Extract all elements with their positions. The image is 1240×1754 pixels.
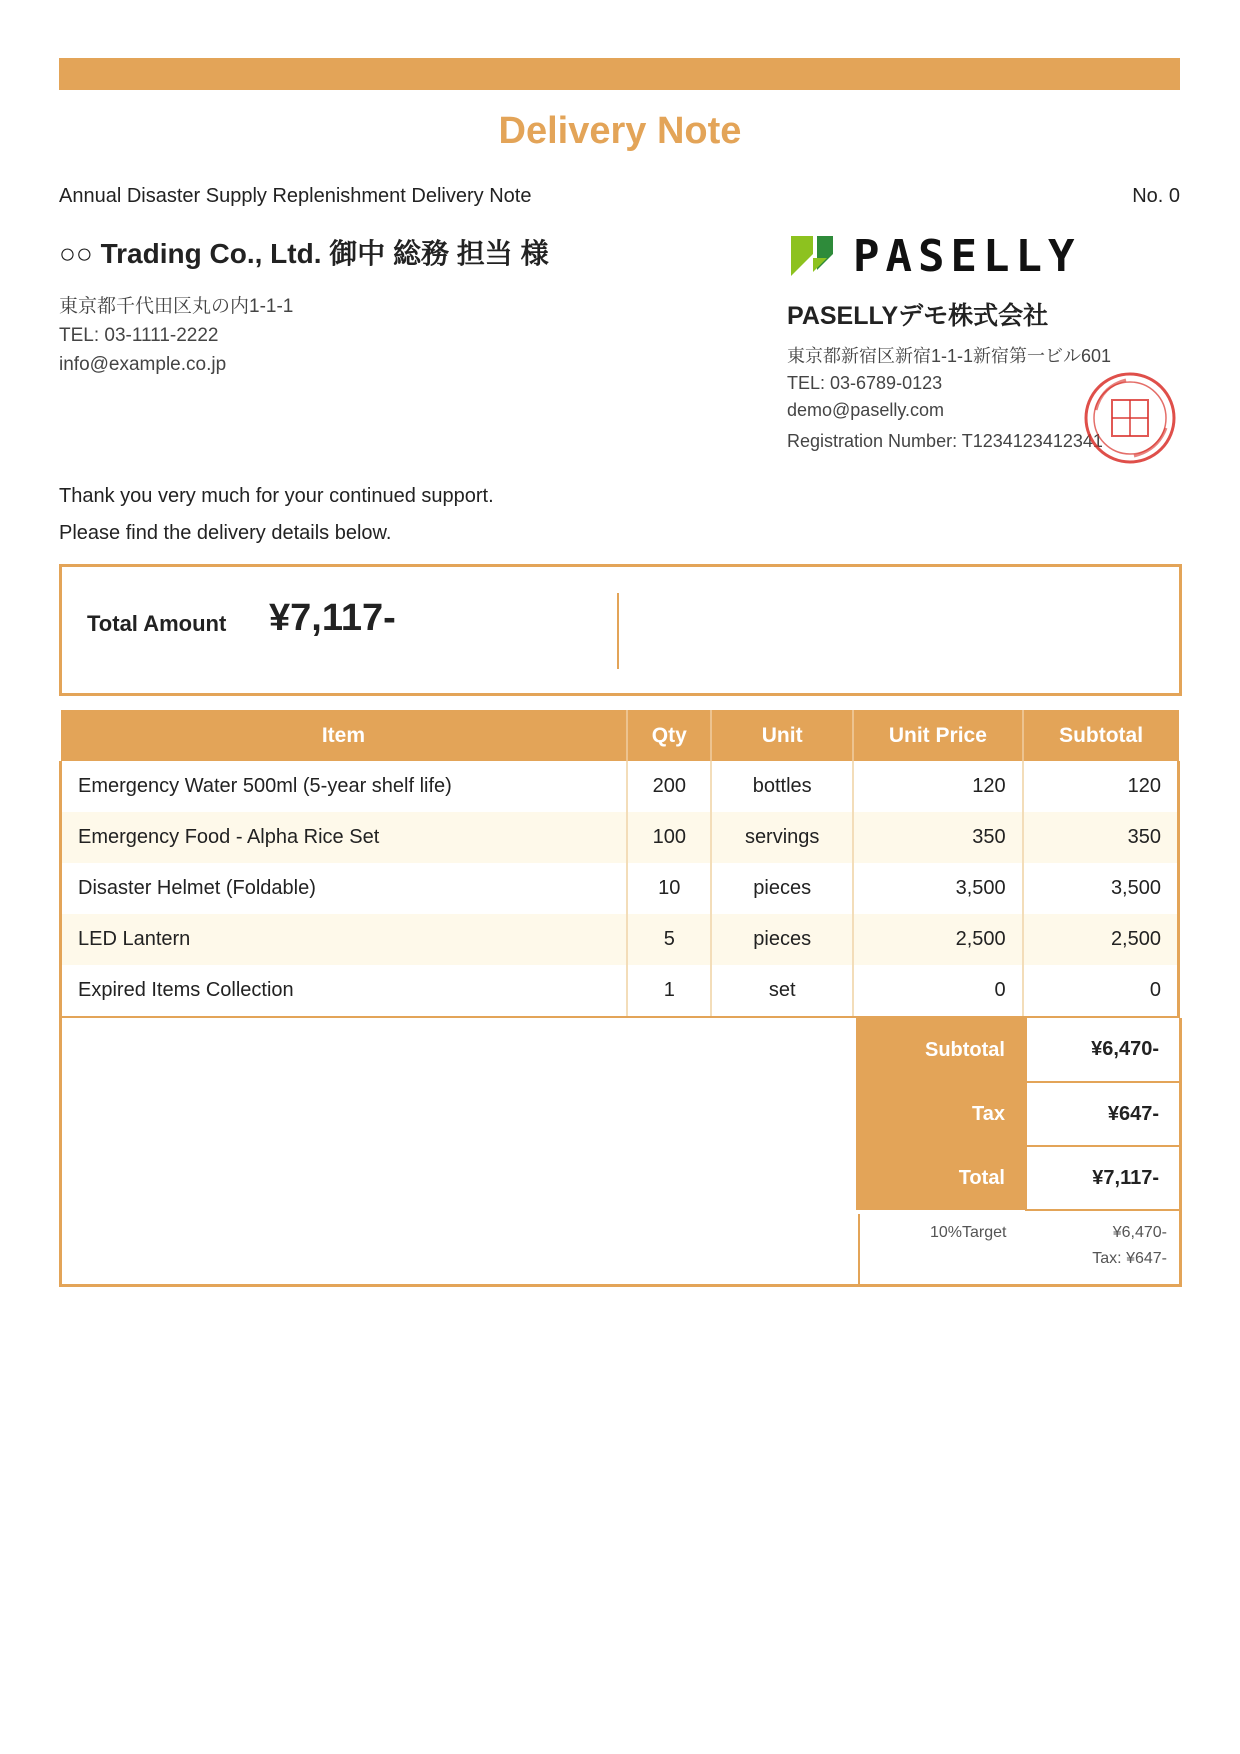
tax-breakdown xyxy=(858,1214,1181,1284)
summary-subtotal-row xyxy=(856,1018,1179,1082)
cell-unit: servings xyxy=(711,812,853,863)
greeting-line-2: Please find the delivery details below. xyxy=(59,522,392,544)
tax-amount: Tax: ¥647- xyxy=(1092,1250,1167,1267)
cell-unit-price: 3,500 xyxy=(853,863,1023,914)
table-header-row xyxy=(61,710,1179,761)
summary-total-label: Total xyxy=(856,1146,1026,1210)
recipient-tel: TEL: 03-1111-2222 xyxy=(59,325,219,346)
sender-company: PASELLYデモ株式会社 xyxy=(787,302,1049,330)
cell-qty: 1 xyxy=(627,965,711,1017)
table-row xyxy=(61,965,1179,1017)
greeting xyxy=(59,478,494,552)
sender-info xyxy=(787,343,1111,424)
sender-email: demo@paselly.com xyxy=(787,400,944,420)
cell-item: Emergency Food - Alpha Rice Set xyxy=(61,812,628,863)
company-logo xyxy=(787,230,1080,282)
cell-unit-price: 0 xyxy=(853,965,1023,1017)
cell-unit-price: 350 xyxy=(853,812,1023,863)
cell-subtotal: 3,500 xyxy=(1023,863,1179,914)
cell-qty: 5 xyxy=(627,914,711,965)
cell-item: Emergency Water 500ml (5-year shelf life) xyxy=(61,761,628,812)
page-title: Delivery Note xyxy=(498,110,742,152)
table-row xyxy=(61,863,1179,914)
summary-tax-row xyxy=(856,1082,1179,1146)
cell-unit: pieces xyxy=(711,863,853,914)
sender-tel: TEL: 03-6789-0123 xyxy=(787,373,943,393)
cell-item: Expired Items Collection xyxy=(61,965,628,1017)
cell-item: Disaster Helmet (Foldable) xyxy=(61,863,628,914)
cell-subtotal: 350 xyxy=(1023,812,1179,863)
table-row xyxy=(61,761,1179,812)
summary-tax-label: Tax xyxy=(856,1082,1026,1146)
header-subtotal: Subtotal xyxy=(1023,710,1179,761)
cell-subtotal: 120 xyxy=(1023,761,1179,812)
recipient-info xyxy=(59,292,293,379)
total-amount-label: Total Amount xyxy=(87,611,227,636)
summary-subtotal-label: Subtotal xyxy=(856,1018,1026,1082)
summary-total-value: ¥7,117- xyxy=(1026,1146,1179,1210)
cell-unit-price: 120 xyxy=(853,761,1023,812)
tax-target-value: ¥6,470- xyxy=(1112,1224,1167,1241)
cell-unit: pieces xyxy=(711,914,853,965)
header-item: Item xyxy=(61,710,628,761)
greeting-line-1: Thank you very much for your continued support. xyxy=(59,485,494,507)
total-box-divider xyxy=(617,593,619,669)
recipient-name: ○○ Trading Co., Ltd. 御中 総務 担当 様 xyxy=(59,238,549,269)
table-row xyxy=(61,812,1179,863)
items-table xyxy=(59,710,1180,1018)
header-qty: Qty xyxy=(627,710,711,761)
cell-unit: bottles xyxy=(711,761,853,812)
total-amount-box xyxy=(59,564,1182,696)
cell-subtotal: 2,500 xyxy=(1023,914,1179,965)
recipient-email: info@example.co.jp xyxy=(59,354,227,375)
cell-qty: 200 xyxy=(627,761,711,812)
document-subject: Annual Disaster Supply Replenishment Delivery Note xyxy=(59,185,532,207)
cell-item: LED Lantern xyxy=(61,914,628,965)
summary-total-row xyxy=(856,1146,1179,1210)
cell-qty: 100 xyxy=(627,812,711,863)
registration-number: Registration Number: T1234123412341 xyxy=(787,431,1103,451)
summary-table xyxy=(856,1018,1179,1211)
tax-target-label: 10%Target xyxy=(930,1224,1007,1241)
logo-wordmark: PASELLY xyxy=(853,230,1081,282)
summary-tax-value: ¥647- xyxy=(1026,1082,1179,1146)
paselly-logo-icon xyxy=(787,230,837,282)
cell-unit: set xyxy=(711,965,853,1017)
company-seal-icon xyxy=(1082,370,1178,466)
document-number: No. 0 xyxy=(1132,185,1180,207)
cell-unit-price: 2,500 xyxy=(853,914,1023,965)
summary-subtotal-value: ¥6,470- xyxy=(1026,1018,1179,1082)
total-amount-value: ¥7,117- xyxy=(269,597,396,639)
header-unit: Unit xyxy=(711,710,853,761)
sender-address: 東京都新宿区新宿1-1-1新宿第一ビル601 xyxy=(787,346,1112,366)
header-accent-bar xyxy=(59,58,1180,90)
cell-subtotal: 0 xyxy=(1023,965,1179,1017)
recipient-address: 東京都千代田区丸の内1-1-1 xyxy=(59,296,294,317)
summary-section xyxy=(59,1018,1182,1287)
cell-qty: 10 xyxy=(627,863,711,914)
header-unit-price: Unit Price xyxy=(853,710,1023,761)
table-row xyxy=(61,914,1179,965)
